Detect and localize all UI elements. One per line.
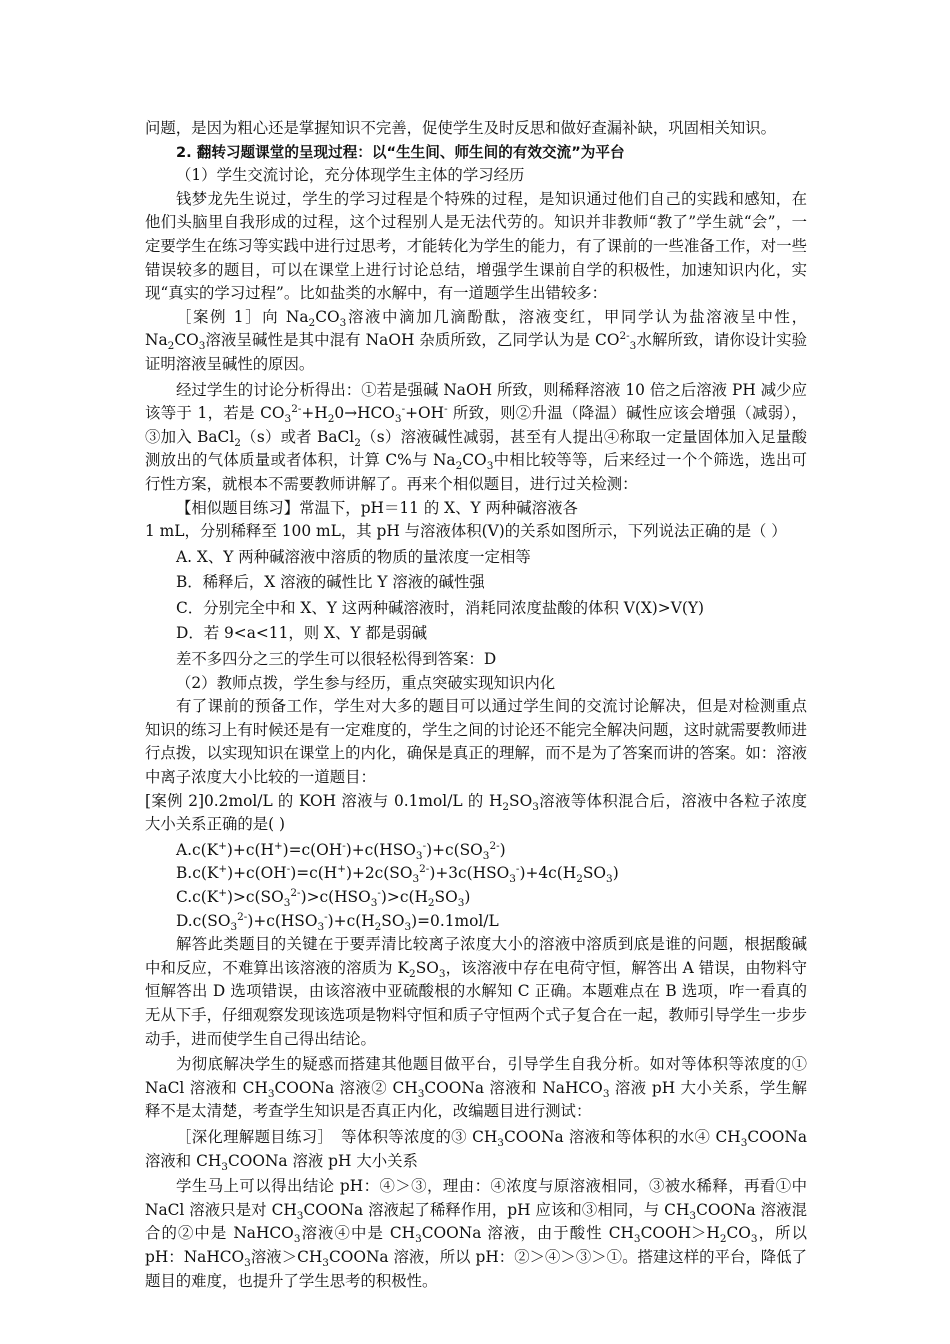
subsection-heading-1: （1）学生交流讨论，充分体现学生主体的学习经历 (176, 166, 525, 185)
paragraph-intro-end: 问题，是因为粗心还是掌握知识不完善，促使学生及时反思和做好查漏补缺，巩固相关知识。 (145, 119, 777, 137)
case-1-question: ［案例 1］向 $Na_2CO_3$溶液中滴加几滴酚酞，溶液变红，甲同学认为盐溶液呈中性，$Na_2CO_3$溶液呈碱性是其中混有 NaOH 杂质所致，乙同学认为是 $CO^{2-}_3$水解所致，请你设计实验证明溶液呈碱性的原因。 (145, 307, 807, 373)
equation-option-d: $D.c(SO_3^{2-})+c(HSO_3^-)+c(H_2SO_3)=0.1mol/L$ (176, 910, 499, 933)
section-heading-2: 2. 翻转习题课堂的呈现过程：以“生生间、师生间的有效交流”为平台 (176, 143, 625, 161)
similar-question-line-2: 1 mL，分别稀释至 100 mL，其 pH 与溶液体积(V)的关系如图所示，下列说法正确的是（ ） (145, 522, 787, 541)
paragraph-conclusion: 学生马上可以得出结论 pH：④＞③，理由：④浓度与原溶液相同，③被水稀释，再看①中 NaCl 溶液只是对 $CH_3COONa$ 溶液起了稀释作用，pH 应该和③相同，与 $CH_3COONa$ 溶液混合的②中是 NaHCO$_3$溶液④中是 $CH_3COONa$ 溶液，由于酸性 $CH_3COOH>H_2CO_3$，所以 pH：NaHCO$_3$溶液$>CH_3COONa$ 溶液，所以 pH：②＞④＞③＞①。搭建这样的平台，降低了题目的难度，也提升了学生思考的积极性。 (145, 1177, 808, 1290)
paragraph-teacher-guidance: 有了课前的预备工作，学生对大多的题目可以通过学生间的交流讨论解决，但是对检测重点知识的练习上有时候还是有一定难度的，学生之间的讨论还不能完全解决问题，这时就需要教师进行点拨，以实现知识在课堂上的内化，确保是真正的理解，而不是为了答案而讲的答案。如：溶液中离子浓度大小比较的一道题目： (145, 697, 807, 787)
equation-option-b: $B.c(K^+)+c(OH^-)=c(H^+)+2c(SO_3^{2-})+3c(HSO_3^-)+4c(H_2SO_3)$ (176, 863, 619, 886)
paragraph-solution: 解答此类题目的关键在于要弄清比较离子浓度大小的溶液中溶质到底是谁的问题，根据酸碱中和反应，不难算出该溶液的溶质为 $K_2SO_3$，该溶液中存在电荷守恒，解答出 A 错误，由物料守恒解答出 D 选项错误，由该溶液中亚硫酸根的水解知 C 正确。本题难点在 B 选项，咋一看真的无从下手，仔细观察发现该选项是物料守恒和质子守恒两个式子复合在一起，教师引导学生一步步动手，进而使学生自己得出结论。 (145, 935, 807, 1048)
paragraph-qian-menglong: 钱梦龙先生说过，学生的学习过程是个特殊的过程，是知识通过他们自己的实践和感知，在他们头脑里自我形成的过程，这个过程别人是无法代劳的。知识并非教师“教了”学生就“会”，一定要学生在练习等实践中进行过思考，才能转化为学生的能力，有了课前的一些准备工作，对一些错误较多的题目，可以在课堂上进行讨论总结，增强学生课前自学的积极性，加速知识内化，实现“真实的学习过程”。比如盐类的水解中，有一道题学生出错较多： (145, 189, 807, 303)
deepening-exercise: ［深化理解题目练习］ 等体积等浓度的③ $CH_3COONa$ 溶液和等体积的水④ $CH_3COONa$ 溶液和 $CH_3COONa$ 溶液 pH 大小关系 (145, 1127, 808, 1173)
document-body (145, 117, 807, 1293)
option-d: D．若 9<a<11，则 X、Y 都是弱碱 (176, 624, 427, 643)
equation-option-a: $A.c(K^+)+c(H^+)=c(OH^-)+c(HSO_3^-)+c(SO_3^{2-})$ (176, 839, 506, 862)
option-b: B．稀释后，X 溶液的碱性比 Y 溶液的碱性强 (176, 573, 485, 592)
subsection-heading-2: （2）教师点拨，学生参与经历，重点突破实现知识内化 (176, 673, 556, 692)
discussion-result: 经过学生的讨论分析得出：①若是强碱 NaOH 所致，则稀释溶液 10 倍之后溶液 PH 减少应该等于 1，若是 $CO_3^{2-}+H_20\to HCO_3^-+OH^-$ 所致，则②升温（降温）碱性应该会增强（减弱），③加入 BaCl$_2$（s）或者 BaCl$_2$（s）溶液碱性减弱，甚至有人提出④称取一定量固体加入足量酸测放出的气体质量或者体积，计算 C%与 $Na_2CO_3$中相比较等等，后来经过一个个筛选，选出可行性方案，就根本不需要教师讲解了。再来个相似题目，进行过关检测： (145, 380, 807, 493)
paragraph-build-platform: 为彻底解决学生的疑惑而搭建其他题目做平台，引导学生自我分析。如对等体积等浓度的① NaCl 溶液和 $CH_3COONa$ 溶液② $CH_3COONa$ 溶液和 NaHCO$_3$ 溶液 pH 大小关系，学生解释不是太清楚，考查学生知识是否真正内化，改编题目进行测试： (145, 1055, 808, 1121)
answer-note: 差不多四分之三的学生可以很轻松得到答案：D (176, 650, 497, 669)
equation-option-c: $C.c(K^+)>c(SO_3^{2-})>c(HSO_3^-)>c(H_2SO_3)$ (176, 886, 471, 910)
option-c: C．分别完全中和 X、Y 这两种碱溶液时，消耗同浓度盐酸的体积 V(X)>V(Y) (176, 598, 704, 617)
similar-question-line-1: 【相似题目练习】常温下，pH＝11 的 X、Y 两种碱溶液各 (176, 498, 578, 517)
case-2-question: [案例 2]0.2mol/L 的 KOH 溶液与 0.1mol/L 的 $H_2SO_3$溶液等体积混合后，溶液中各粒子浓度大小关系正确的是( ) (145, 791, 807, 834)
option-a: A. X、Y 两种碱溶液中溶质的物质的量浓度一定相等 (176, 547, 531, 566)
